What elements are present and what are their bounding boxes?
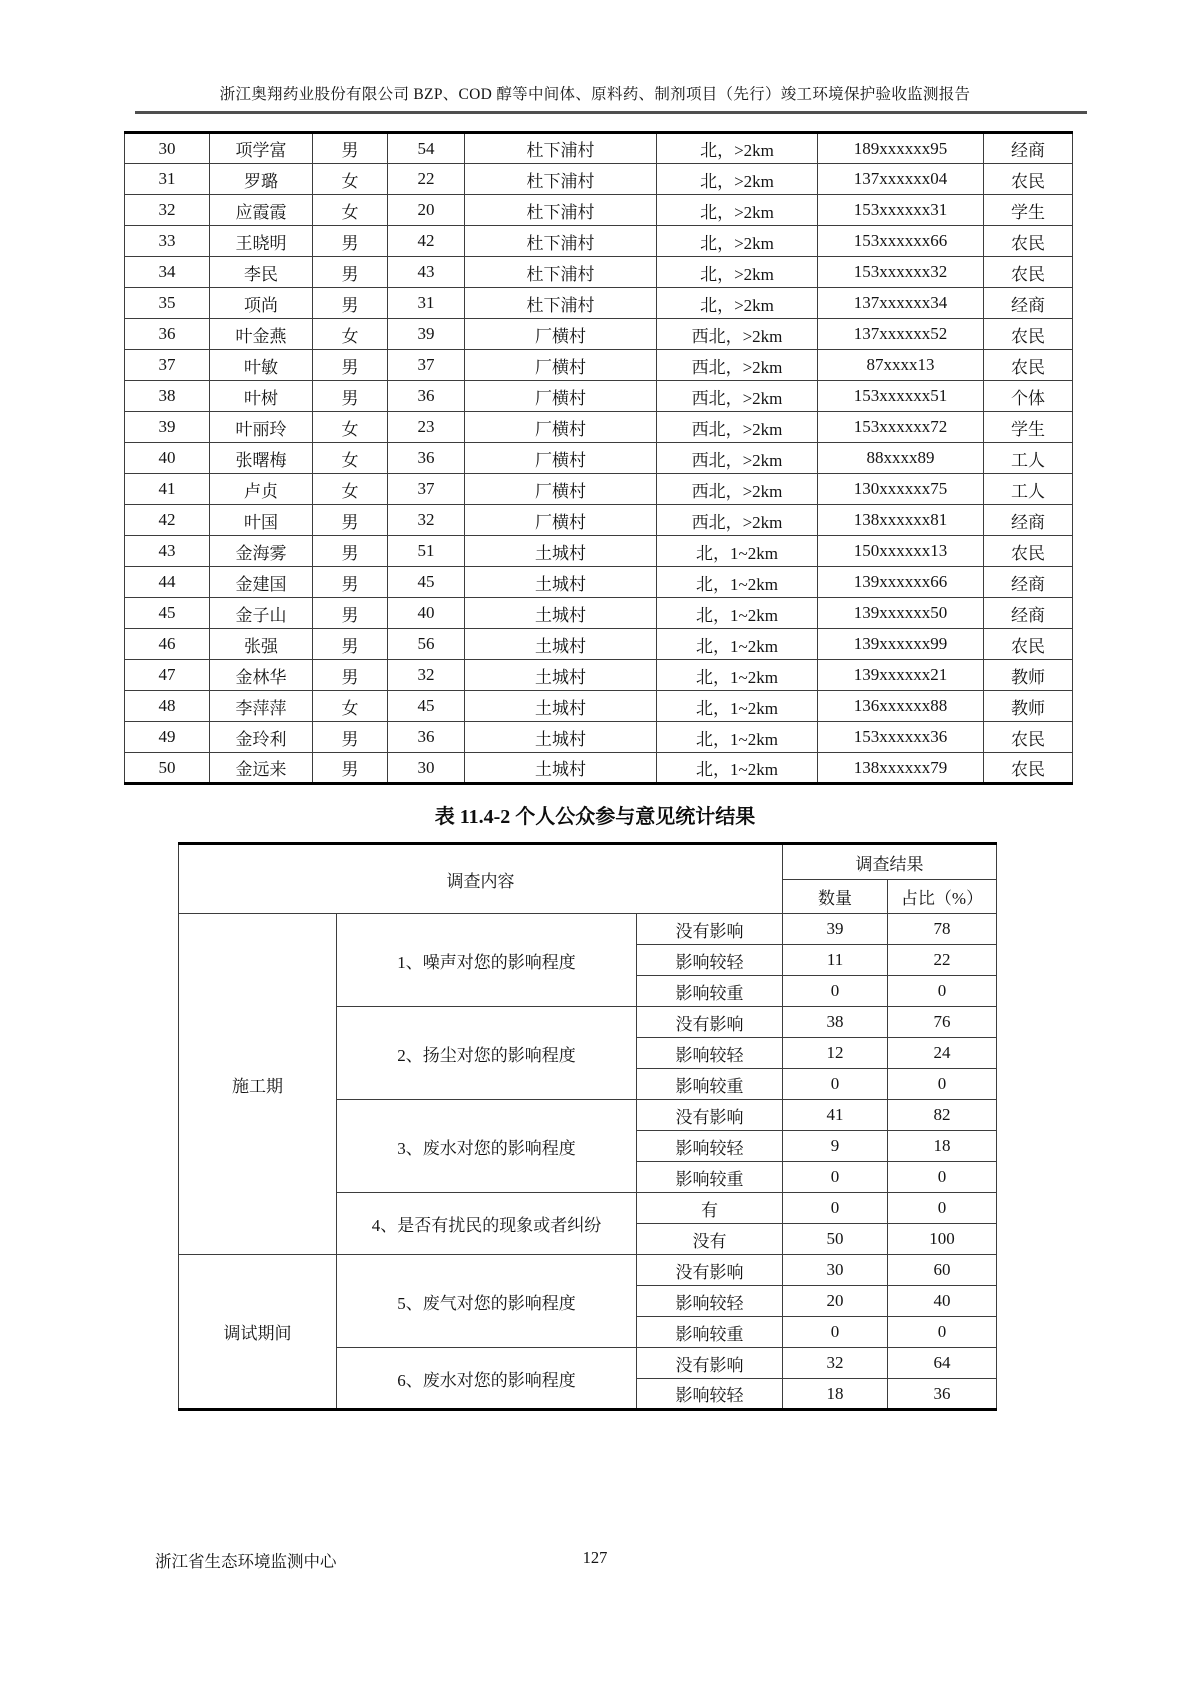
option-cell: 没有 xyxy=(637,1224,783,1255)
question-cell: 6、废水对您的影响程度 xyxy=(337,1348,637,1410)
table-cell: 男 xyxy=(313,350,388,381)
table-cell: 男 xyxy=(313,536,388,567)
table-cell: 北，>2km xyxy=(657,257,818,288)
table-cell: 北，1~2km xyxy=(657,691,818,722)
table-cell: 40 xyxy=(125,443,210,474)
percent-cell: 76 xyxy=(888,1007,997,1038)
table-cell: 北，1~2km xyxy=(657,567,818,598)
period-cell: 调试期间 xyxy=(179,1255,337,1410)
table-cell: 经商 xyxy=(984,505,1073,536)
table-cell: 45 xyxy=(125,598,210,629)
table-row xyxy=(125,598,1073,629)
table-row xyxy=(125,133,1073,164)
table-cell: 54 xyxy=(388,133,465,164)
option-cell: 影响较重 xyxy=(637,1069,783,1100)
table-cell: 153xxxxxx32 xyxy=(818,257,984,288)
percent-cell: 22 xyxy=(888,945,997,976)
count-cell: 50 xyxy=(783,1224,888,1255)
percent-cell: 60 xyxy=(888,1255,997,1286)
table-cell: 杜下浦村 xyxy=(465,226,657,257)
count-cell: 32 xyxy=(783,1348,888,1379)
option-cell: 影响较重 xyxy=(637,1162,783,1193)
table-cell: 20 xyxy=(388,195,465,226)
table-row xyxy=(125,381,1073,412)
table-row xyxy=(125,474,1073,505)
table-cell: 50 xyxy=(125,753,210,784)
table-cell: 杜下浦村 xyxy=(465,133,657,164)
table-cell: 西北，>2km xyxy=(657,319,818,350)
table-cell: 女 xyxy=(313,412,388,443)
table-cell: 32 xyxy=(388,660,465,691)
table-cell: 金建国 xyxy=(210,567,313,598)
table-cell: 男 xyxy=(313,753,388,784)
table-cell: 36 xyxy=(125,319,210,350)
table-cell: 教师 xyxy=(984,660,1073,691)
table-cell: 王晓明 xyxy=(210,226,313,257)
table-cell: 43 xyxy=(388,257,465,288)
option-cell: 影响较轻 xyxy=(637,945,783,976)
table-cell: 36 xyxy=(388,381,465,412)
table-cell: 138xxxxxx79 xyxy=(818,753,984,784)
table-cell: 李民 xyxy=(210,257,313,288)
table-cell: 北，1~2km xyxy=(657,722,818,753)
table-cell: 农民 xyxy=(984,319,1073,350)
table-cell: 北，>2km xyxy=(657,226,818,257)
table-cell: 西北，>2km xyxy=(657,443,818,474)
table-row xyxy=(125,691,1073,722)
percent-cell: 0 xyxy=(888,1317,997,1348)
percent-cell: 82 xyxy=(888,1100,997,1131)
question-cell: 4、是否有扰民的现象或者纠纷 xyxy=(337,1193,637,1255)
table-cell: 女 xyxy=(313,691,388,722)
table-cell: 工人 xyxy=(984,474,1073,505)
table-cell: 土城村 xyxy=(465,629,657,660)
table-cell: 金林华 xyxy=(210,660,313,691)
table-cell: 46 xyxy=(125,629,210,660)
table-cell: 叶金燕 xyxy=(210,319,313,350)
table-cell: 189xxxxxx95 xyxy=(818,133,984,164)
stats-header-row-1 xyxy=(179,844,997,880)
percent-cell: 0 xyxy=(888,1069,997,1100)
table-cell: 土城村 xyxy=(465,536,657,567)
option-cell: 影响较重 xyxy=(637,1317,783,1348)
stats-row xyxy=(179,1255,997,1286)
table-cell: 个体 xyxy=(984,381,1073,412)
count-cell: 38 xyxy=(783,1007,888,1038)
table-cell: 153xxxxxx31 xyxy=(818,195,984,226)
table-cell: 男 xyxy=(313,288,388,319)
table-cell: 张强 xyxy=(210,629,313,660)
table-row xyxy=(125,412,1073,443)
table-row xyxy=(125,505,1073,536)
table-row xyxy=(125,660,1073,691)
count-cell: 18 xyxy=(783,1379,888,1410)
table-cell: 女 xyxy=(313,319,388,350)
table-cell: 男 xyxy=(313,567,388,598)
stats-header-result: 调查结果 xyxy=(783,844,997,880)
option-cell: 影响较轻 xyxy=(637,1379,783,1410)
participants-table-body xyxy=(125,133,1073,784)
table-cell: 工人 xyxy=(984,443,1073,474)
table-cell: 40 xyxy=(388,598,465,629)
stats-header-count: 数量 xyxy=(783,880,888,914)
table-cell: 西北，>2km xyxy=(657,505,818,536)
table-cell: 32 xyxy=(125,195,210,226)
table-cell: 37 xyxy=(388,474,465,505)
option-cell: 影响较重 xyxy=(637,976,783,1007)
table-cell: 男 xyxy=(313,381,388,412)
table-row xyxy=(125,753,1073,784)
table-cell: 北，1~2km xyxy=(657,753,818,784)
table-cell: 136xxxxxx88 xyxy=(818,691,984,722)
count-cell: 41 xyxy=(783,1100,888,1131)
table-cell: 土城村 xyxy=(465,753,657,784)
table-cell: 44 xyxy=(125,567,210,598)
count-cell: 0 xyxy=(783,1193,888,1224)
table-cell: 153xxxxxx36 xyxy=(818,722,984,753)
table-row xyxy=(125,319,1073,350)
table-cell: 罗璐 xyxy=(210,164,313,195)
footer-page-number: 127 xyxy=(582,1548,608,1567)
table-row xyxy=(125,536,1073,567)
table-cell: 女 xyxy=(313,474,388,505)
table-cell: 31 xyxy=(388,288,465,319)
table-cell: 农民 xyxy=(984,629,1073,660)
table-cell: 北，>2km xyxy=(657,164,818,195)
table-cell: 女 xyxy=(313,164,388,195)
table-cell: 杜下浦村 xyxy=(465,164,657,195)
table-row xyxy=(125,443,1073,474)
option-cell: 影响较轻 xyxy=(637,1286,783,1317)
table-cell: 北，1~2km xyxy=(657,629,818,660)
table-cell: 男 xyxy=(313,660,388,691)
table-cell: 卢贞 xyxy=(210,474,313,505)
table-cell: 金远来 xyxy=(210,753,313,784)
table-cell: 30 xyxy=(125,133,210,164)
table-cell: 男 xyxy=(313,598,388,629)
header-divider xyxy=(135,111,1087,114)
table-cell: 北，>2km xyxy=(657,133,818,164)
count-cell: 0 xyxy=(783,976,888,1007)
question-cell: 1、噪声对您的影响程度 xyxy=(337,914,637,1007)
table-cell: 北，1~2km xyxy=(657,660,818,691)
table-cell: 31 xyxy=(125,164,210,195)
percent-cell: 40 xyxy=(888,1286,997,1317)
count-cell: 30 xyxy=(783,1255,888,1286)
table-cell: 32 xyxy=(388,505,465,536)
table-cell: 153xxxxxx51 xyxy=(818,381,984,412)
table-cell: 56 xyxy=(388,629,465,660)
option-cell: 没有影响 xyxy=(637,914,783,945)
table-cell: 137xxxxxx34 xyxy=(818,288,984,319)
footer-organization: 浙江省生态环境监测中心 xyxy=(155,1552,337,1571)
table-cell: 农民 xyxy=(984,536,1073,567)
table-row xyxy=(125,226,1073,257)
table-cell: 土城村 xyxy=(465,691,657,722)
table-cell: 厂横村 xyxy=(465,505,657,536)
table-cell: 农民 xyxy=(984,226,1073,257)
table-cell: 西北，>2km xyxy=(657,412,818,443)
count-cell: 12 xyxy=(783,1038,888,1069)
table-cell: 土城村 xyxy=(465,660,657,691)
count-cell: 39 xyxy=(783,914,888,945)
table-cell: 土城村 xyxy=(465,722,657,753)
table-cell: 项学富 xyxy=(210,133,313,164)
table-cell: 47 xyxy=(125,660,210,691)
table-row xyxy=(125,195,1073,226)
table-cell: 学生 xyxy=(984,412,1073,443)
table-row xyxy=(125,722,1073,753)
option-cell: 有 xyxy=(637,1193,783,1224)
table-cell: 项尚 xyxy=(210,288,313,319)
table-cell: 农民 xyxy=(984,257,1073,288)
percent-cell: 36 xyxy=(888,1379,997,1410)
table-cell: 49 xyxy=(125,722,210,753)
table-cell: 41 xyxy=(125,474,210,505)
table-cell: 经商 xyxy=(984,288,1073,319)
table-cell: 李萍萍 xyxy=(210,691,313,722)
table-cell: 应霞霞 xyxy=(210,195,313,226)
table-cell: 男 xyxy=(313,505,388,536)
option-cell: 影响较轻 xyxy=(637,1131,783,1162)
stats-table xyxy=(178,842,997,1411)
table-cell: 男 xyxy=(313,629,388,660)
table-cell: 北，1~2km xyxy=(657,598,818,629)
table-cell: 88xxxx89 xyxy=(818,443,984,474)
table-cell: 33 xyxy=(125,226,210,257)
table-cell: 农民 xyxy=(984,164,1073,195)
table-cell: 38 xyxy=(125,381,210,412)
stats-table-body xyxy=(179,914,997,1410)
table-cell: 叶国 xyxy=(210,505,313,536)
table-row xyxy=(125,567,1073,598)
count-cell: 20 xyxy=(783,1286,888,1317)
percent-cell: 0 xyxy=(888,1193,997,1224)
table-cell: 厂横村 xyxy=(465,443,657,474)
table-cell: 42 xyxy=(388,226,465,257)
option-cell: 没有影响 xyxy=(637,1348,783,1379)
table-row xyxy=(125,629,1073,660)
count-cell: 9 xyxy=(783,1131,888,1162)
table-cell: 杜下浦村 xyxy=(465,195,657,226)
table-cell: 37 xyxy=(388,350,465,381)
table-cell: 西北，>2km xyxy=(657,350,818,381)
table-cell: 22 xyxy=(388,164,465,195)
table-cell: 36 xyxy=(388,722,465,753)
table-cell: 48 xyxy=(125,691,210,722)
stats-row xyxy=(179,914,997,945)
count-cell: 0 xyxy=(783,1069,888,1100)
table-cell: 学生 xyxy=(984,195,1073,226)
table-cell: 农民 xyxy=(984,722,1073,753)
table-cell: 139xxxxxx21 xyxy=(818,660,984,691)
table-cell: 153xxxxxx66 xyxy=(818,226,984,257)
table-cell: 30 xyxy=(388,753,465,784)
table-cell: 北，>2km xyxy=(657,288,818,319)
table-cell: 厂横村 xyxy=(465,319,657,350)
table-cell: 男 xyxy=(313,722,388,753)
table-cell: 经商 xyxy=(984,567,1073,598)
table-cell: 叶丽玲 xyxy=(210,412,313,443)
option-cell: 没有影响 xyxy=(637,1007,783,1038)
count-cell: 11 xyxy=(783,945,888,976)
table-cell: 农民 xyxy=(984,753,1073,784)
option-cell: 没有影响 xyxy=(637,1100,783,1131)
percent-cell: 0 xyxy=(888,976,997,1007)
table-cell: 139xxxxxx50 xyxy=(818,598,984,629)
percent-cell: 0 xyxy=(888,1162,997,1193)
table-cell: 杜下浦村 xyxy=(465,257,657,288)
table-cell: 经商 xyxy=(984,133,1073,164)
stats-table-head xyxy=(179,844,997,914)
table-cell: 137xxxxxx52 xyxy=(818,319,984,350)
table-cell: 北，1~2km xyxy=(657,536,818,567)
table-cell: 138xxxxxx81 xyxy=(818,505,984,536)
table-cell: 51 xyxy=(388,536,465,567)
table-cell: 男 xyxy=(313,133,388,164)
table-cell: 43 xyxy=(125,536,210,567)
period-cell: 施工期 xyxy=(179,914,337,1255)
table-cell: 36 xyxy=(388,443,465,474)
table-cell: 农民 xyxy=(984,350,1073,381)
table-cell: 139xxxxxx66 xyxy=(818,567,984,598)
table-cell: 42 xyxy=(125,505,210,536)
table-cell: 87xxxx13 xyxy=(818,350,984,381)
table-row xyxy=(125,164,1073,195)
question-cell: 5、废气对您的影响程度 xyxy=(337,1255,637,1348)
option-cell: 影响较轻 xyxy=(637,1038,783,1069)
table-cell: 金海雾 xyxy=(210,536,313,567)
participants-table xyxy=(124,131,1073,785)
table-row xyxy=(125,350,1073,381)
table-cell: 经商 xyxy=(984,598,1073,629)
question-cell: 2、扬尘对您的影响程度 xyxy=(337,1007,637,1100)
table-cell: 137xxxxxx04 xyxy=(818,164,984,195)
table-cell: 金玲利 xyxy=(210,722,313,753)
table-cell: 西北，>2km xyxy=(657,474,818,505)
table-row xyxy=(125,288,1073,319)
table-cell: 土城村 xyxy=(465,598,657,629)
table-cell: 张曙梅 xyxy=(210,443,313,474)
table-cell: 153xxxxxx72 xyxy=(818,412,984,443)
table-cell: 女 xyxy=(313,195,388,226)
table-cell: 女 xyxy=(313,443,388,474)
percent-cell: 18 xyxy=(888,1131,997,1162)
table-cell: 男 xyxy=(313,257,388,288)
table-cell: 39 xyxy=(125,412,210,443)
count-cell: 0 xyxy=(783,1162,888,1193)
table-cell: 厂横村 xyxy=(465,350,657,381)
table-cell: 45 xyxy=(388,691,465,722)
percent-cell: 24 xyxy=(888,1038,997,1069)
percent-cell: 100 xyxy=(888,1224,997,1255)
table-cell: 叶树 xyxy=(210,381,313,412)
table-cell: 厂横村 xyxy=(465,474,657,505)
stats-header-content: 调查内容 xyxy=(179,844,783,914)
table-cell: 23 xyxy=(388,412,465,443)
table-cell: 39 xyxy=(388,319,465,350)
table-cell: 37 xyxy=(125,350,210,381)
percent-cell: 78 xyxy=(888,914,997,945)
report-header-title: 浙江奥翔药业股份有限公司 BZP、COD 醇等中间体、原料药、制剂项目（先行）竣工环境保护验收监测报告 xyxy=(219,86,971,103)
count-cell: 0 xyxy=(783,1317,888,1348)
option-cell: 没有影响 xyxy=(637,1255,783,1286)
table-cell: 35 xyxy=(125,288,210,319)
percent-cell: 64 xyxy=(888,1348,997,1379)
table-cell: 男 xyxy=(313,226,388,257)
stats-header-percent: 占比（%） xyxy=(888,880,997,914)
table-cell: 34 xyxy=(125,257,210,288)
stats-table-title: 表 11.4-2 个人公众参与意见统计结果 xyxy=(434,806,756,828)
table-cell: 130xxxxxx75 xyxy=(818,474,984,505)
table-cell: 叶敏 xyxy=(210,350,313,381)
table-cell: 教师 xyxy=(984,691,1073,722)
table-cell: 土城村 xyxy=(465,567,657,598)
table-cell: 厂横村 xyxy=(465,381,657,412)
table-cell: 139xxxxxx99 xyxy=(818,629,984,660)
table-row xyxy=(125,257,1073,288)
table-cell: 厂横村 xyxy=(465,412,657,443)
table-cell: 西北，>2km xyxy=(657,381,818,412)
table-cell: 金子山 xyxy=(210,598,313,629)
table-cell: 45 xyxy=(388,567,465,598)
table-cell: 150xxxxxx13 xyxy=(818,536,984,567)
table-cell: 北，>2km xyxy=(657,195,818,226)
question-cell: 3、废水对您的影响程度 xyxy=(337,1100,637,1193)
table-cell: 杜下浦村 xyxy=(465,288,657,319)
